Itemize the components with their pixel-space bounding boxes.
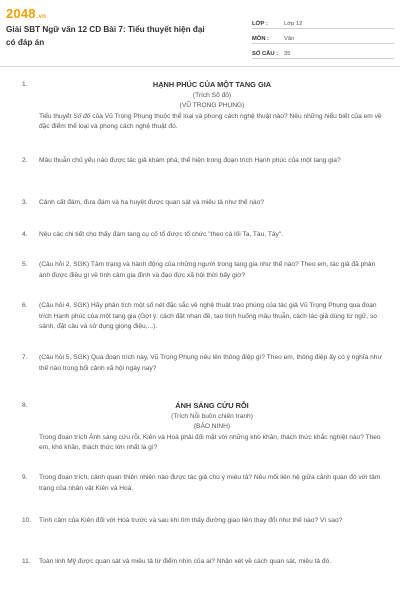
section-author: (VŨ TRỌNG PHỤNG) (179, 102, 245, 110)
meta-row-subject (252, 31, 394, 44)
question-number: 7. (22, 354, 28, 361)
section-source: (Trích Số đỏ) (192, 91, 232, 99)
question-number: 6. (22, 302, 28, 309)
question-text: Trong đoạn trích, cảnh quan thiên nhiên nào được tác giả chú ý miêu tả? Nêu mối liên hệ giữa cảnh quan đó với tâm trạng của nhân vật Kiên và Hoà. (39, 474, 381, 492)
logo-main: 2048 (6, 6, 36, 21)
section-source: (Trích Nỗi buồn chiến tranh) (171, 412, 253, 420)
section-heading: ÁNH SÁNG CỨU RỖI (175, 401, 249, 410)
question-number: 10. (22, 517, 32, 524)
question-text: Cảnh cất đám, đưa đám và hạ huyệt được quan sát và miêu tả như thế nào? (39, 199, 265, 206)
meta-info (252, 16, 394, 61)
question-number: 4. (22, 231, 28, 238)
question-number: 2. (22, 157, 28, 164)
question-text (39, 112, 385, 133)
header-divider (0, 66, 400, 67)
question-number: 1. (22, 81, 28, 88)
meta-value: Văn (284, 36, 295, 42)
section-heading: HẠNH PHÚC CỦA MỘT TANG GIA (152, 80, 272, 89)
question-text: Mâu thuẫn chủ yếu nào được tác giả khám phá, thể hiện trong đoạn trích Hạnh phúc của một tang gia? (39, 157, 341, 164)
question-text: (Câu hỏi 4, SGK) Hãy phân tích một số nét đặc sắc về nghệ thuật trào phúng của tác giả Vũ Trọng Phụng qua đoạn trích Hạnh phúc của một tang gia (Gợi ý: cách đặt nhan đề, tạo tình huống mâu thuẫn, cách tác giả dùng từ ngữ, so sánh, đặt câu và sử dụng giọng điệu,...). (39, 302, 377, 331)
question-number: 3. (22, 199, 28, 206)
section-author: (BẢO NINH) (193, 423, 231, 431)
question-number: 11. (22, 558, 31, 565)
question-number: 8. (22, 402, 28, 409)
question-text: Toàn linh Mỹ được quan sát và miêu tả từ điểm nhìn của ai? Nhận xét về cách quan sát, miêu tả đó. (39, 558, 332, 565)
meta-value: 35 (284, 51, 291, 57)
meta-value: Lớp 12 (284, 21, 303, 27)
meta-row-count (252, 46, 394, 59)
meta-label: SỐ CÂU : (252, 51, 279, 57)
question-text: Tình cảm của Kiên đối với Hoà trước và sau khi tìm thấy đường giao liên thay đổi như thế nào? Vì sao? (39, 517, 343, 524)
page-title: Giải SBT Ngữ văn 12 CD Bài 7: Tiểu thuyết hiện đại có đáp án (6, 25, 205, 47)
question-text: (Câu hỏi 5, SGK) Qua đoạn trích này, Vũ Trọng Phụng nêu lên thông điệp gì? Theo em, thông điệp ấy có ý nghĩa như thế nào trong bối cảnh xã hội ngày nay? (39, 354, 382, 372)
question-body (39, 401, 385, 454)
header (0, 0, 400, 64)
site-logo[interactable] (6, 6, 46, 21)
question-text: (Câu hỏi 2, SGK) Tâm trạng và hành động của những người trong tang gia như thế nào? Theo em, tác giả đã phản ánh được điều gì về tình cảm gia đình và đạo đức xã hội thời bấy giờ? (39, 261, 376, 279)
question-number: 5. (22, 261, 28, 268)
logo-suffix: .vn (36, 14, 47, 20)
question-text-pre: Tiểu thuyết (39, 112, 74, 120)
book-title: Số đỏ (73, 112, 91, 120)
question-text: Nêu các chi tiết cho thấy đám tang cụ cố tổ được tổ chức "theo cả lối Ta, Tàu, Tây". (39, 231, 283, 238)
question-number: 9. (22, 474, 28, 481)
meta-label: LỚP : (252, 21, 268, 27)
meta-label: MÔN : (252, 36, 270, 42)
question-body (39, 80, 385, 133)
meta-row-class (252, 16, 394, 29)
question-text-post: của Vũ Trọng Phụng thuộc thể loại và phong cách nghệ thuật nào? Nêu những hiểu biết của em về đặc điểm thể loại và phong cách nghệ thuật đó. (39, 112, 382, 131)
question-text: Trong đoạn trích Ánh sáng cứu rỗi, Kiên và Hoà phải đối mặt với những khó khăn, thách thức khắc nghiệt nào? Theo em, khó khăn, thách thức lớn nhất là gì? (39, 433, 381, 452)
